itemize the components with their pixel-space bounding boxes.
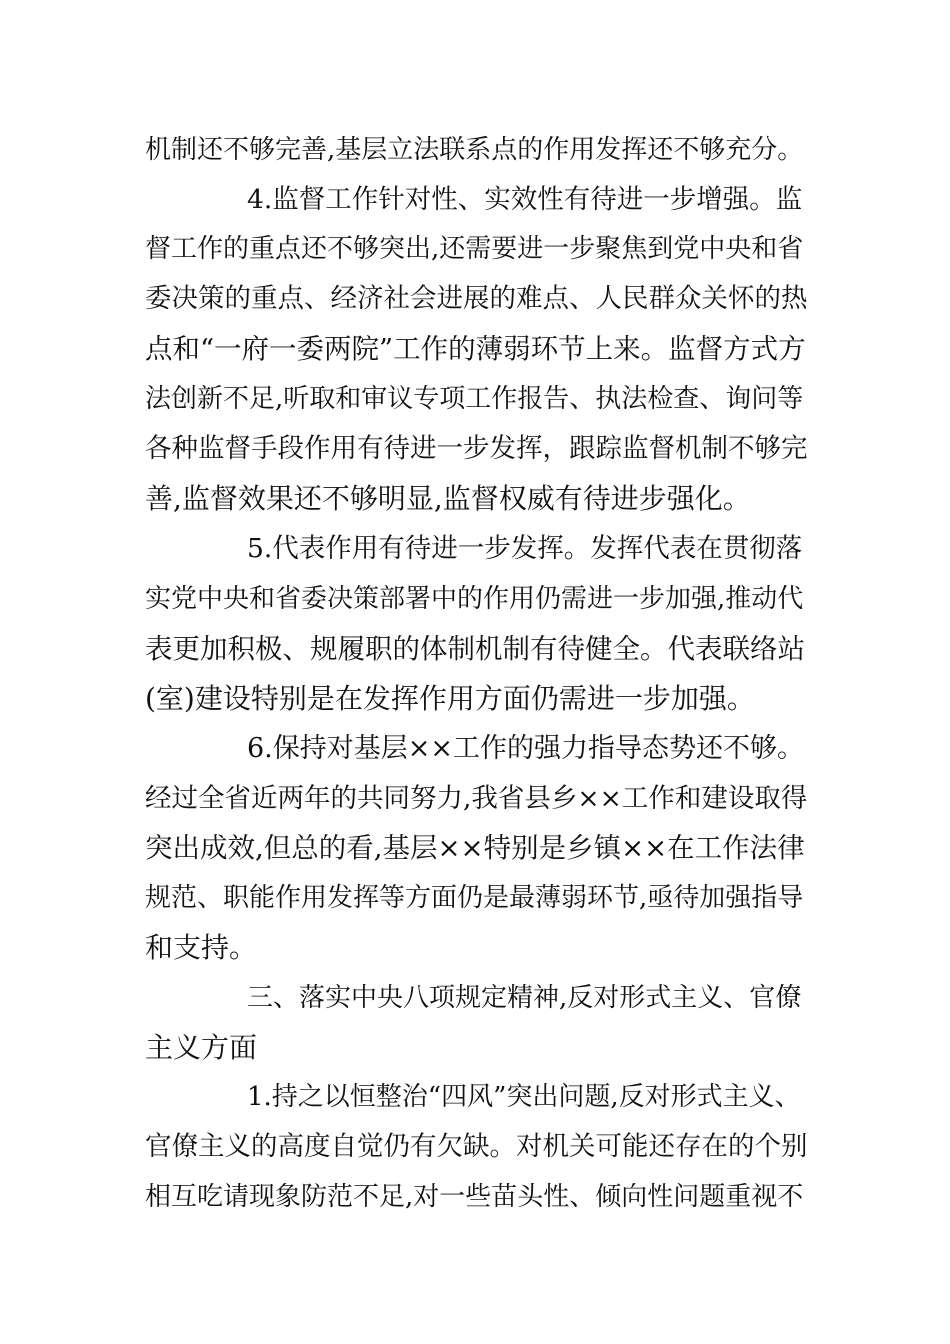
text-line: (室)建设特别是在发挥作用方面仍需进一步加强。	[145, 682, 755, 715]
text-line: 表更加积极、规履职的体制机制有待健全。代表联络站	[145, 633, 805, 665]
text-line: 委决策的重点、经济社会进展的难点、人民群众关怀的热	[145, 283, 808, 314]
text-line: 督工作的重点还不够突出,还需要进一步聚焦到党中央和省	[145, 234, 804, 264]
text-line: 1.持之以恒整治“四风”突出问题,反对形式主义、	[247, 1082, 801, 1112]
text-line: 实党中央和省委决策部署中的作用仍需进一步加强,推动代	[145, 584, 804, 614]
text-line: 5.代表作用有待进一步发挥。发挥代表在贯彻落	[247, 533, 803, 564]
text-line: 机制还不够完善,基层立法联系点的作用发挥还不够充分。	[145, 135, 804, 165]
text-line: 6.保持对基层××工作的强力指导态势还不够。	[247, 733, 805, 764]
text-line: 法创新不足,听取和审议专项工作报告、执法检查、询问等	[145, 384, 804, 414]
text-line: 和支持。	[145, 931, 258, 964]
text-line: 4.监督工作针对性、实效性有待进一步增强。监	[247, 184, 803, 215]
text-line: 经过全省近两年的共同努力,我省县乡××工作和建设取得	[145, 783, 808, 814]
text-line: 点和“一府一委两院”工作的薄弱环节上来。监督方式方	[145, 333, 806, 365]
text-line: 突出成效,但总的看,基层××特别是乡镇××在工作法律	[145, 832, 805, 864]
text-line: 相互吃请现象防范不足,对一些苗头性、倾向性问题重视不	[145, 1182, 804, 1212]
text-line: 主义方面	[145, 1031, 258, 1064]
text-line: 官僚主义的高度自觉仍有欠缺。对机关可能还存在的个别	[145, 1131, 808, 1162]
text-line: 各种监督手段作用有待进一步发挥，跟踪监督机制不够完	[145, 433, 808, 464]
text-line: 善,监督效果还不够明显,监督权威有待进步强化。	[145, 482, 751, 515]
text-line: 规范、职能作用发挥等方面仍是最薄弱环节,亟待加强指导	[145, 883, 804, 913]
text-line: 三、落实中央八项规定精神,反对形式主义、官僚	[247, 983, 802, 1013]
